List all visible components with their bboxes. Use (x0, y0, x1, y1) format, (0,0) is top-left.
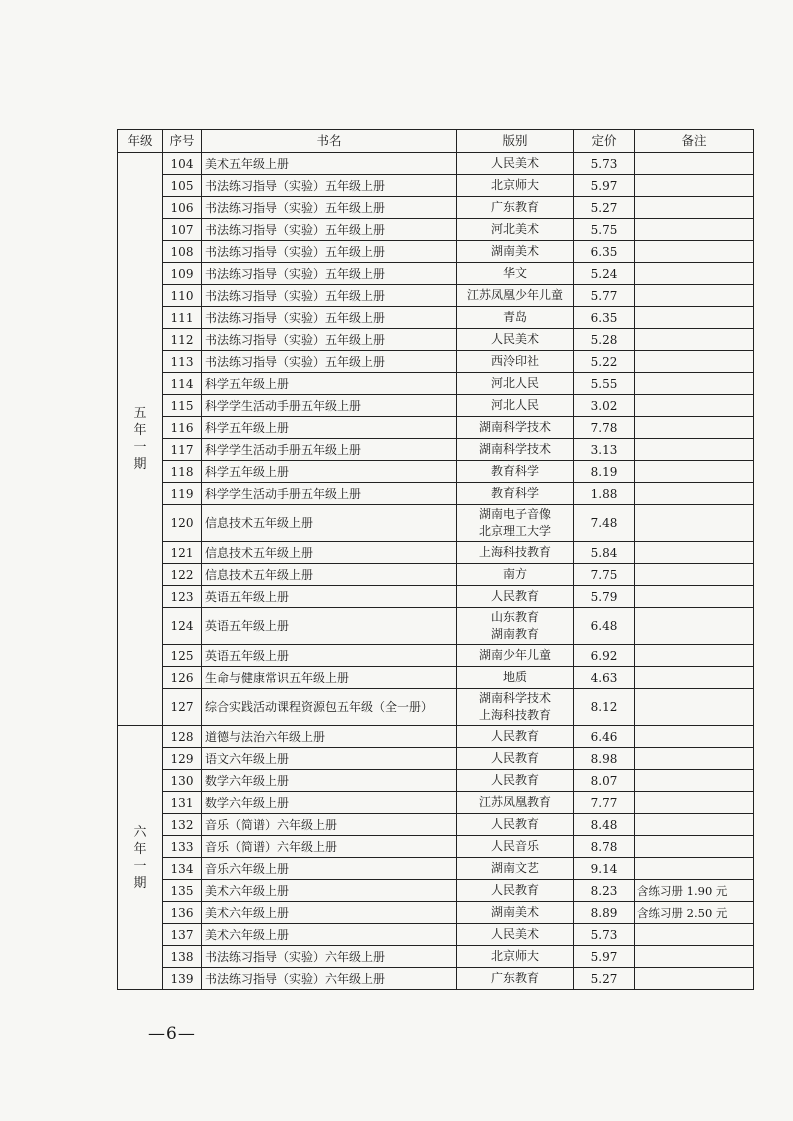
seq-cell: 114 (163, 373, 202, 395)
note-cell: 含练习册 1.90 元 (635, 880, 754, 902)
table-row (118, 814, 754, 836)
price-cell: 5.27 (574, 968, 635, 990)
publisher-line: 湖南电子音像 (478, 507, 551, 521)
title-cell: 美术六年级上册 (202, 880, 457, 902)
note-cell (635, 814, 754, 836)
note-cell (635, 792, 754, 814)
seq-cell: 126 (163, 667, 202, 689)
note-cell (635, 667, 754, 689)
price-cell: 7.77 (574, 792, 635, 814)
price-cell: 8.98 (574, 748, 635, 770)
grade-cell (118, 726, 163, 990)
seq-cell: 130 (163, 770, 202, 792)
title-cell: 书法练习指导（实验）六年级上册 (202, 946, 457, 968)
table-row (118, 351, 754, 373)
seq-cell: 117 (163, 439, 202, 461)
note-cell (635, 968, 754, 990)
price-cell: 8.07 (574, 770, 635, 792)
note-cell (635, 351, 754, 373)
title-cell: 书法练习指导（实验）五年级上册 (202, 197, 457, 219)
publisher-line: 湖南美术 (490, 244, 539, 258)
publisher-cell (457, 858, 574, 880)
note-cell (635, 153, 754, 175)
title-cell: 书法练习指导（实验）五年级上册 (202, 241, 457, 263)
publisher-cell (457, 667, 574, 689)
publisher-line: 南方 (502, 567, 527, 581)
note-cell (635, 373, 754, 395)
publisher-cell (457, 439, 574, 461)
seq-cell: 138 (163, 946, 202, 968)
seq-cell: 118 (163, 461, 202, 483)
table-row (118, 924, 754, 946)
seq-cell: 124 (163, 608, 202, 645)
header-seq: 序号 (163, 130, 202, 153)
publisher-line: 湖南教育 (490, 627, 539, 641)
publisher-line: 湖南科学技术 (478, 442, 551, 456)
table-row (118, 564, 754, 586)
price-cell: 1.88 (574, 483, 635, 505)
table-row (118, 902, 754, 924)
price-cell: 5.97 (574, 175, 635, 197)
publisher-line: 人民教育 (490, 729, 539, 743)
table-row (118, 968, 754, 990)
publisher-cell (457, 836, 574, 858)
publisher-line: 人民教育 (490, 773, 539, 787)
note-cell (635, 748, 754, 770)
note-cell (635, 241, 754, 263)
publisher-line: 河北人民 (490, 376, 539, 390)
publisher-line: 人民音乐 (490, 839, 539, 853)
table-row (118, 586, 754, 608)
table-header (118, 130, 754, 153)
note-cell (635, 329, 754, 351)
publisher-cell (457, 586, 574, 608)
publisher-cell (457, 748, 574, 770)
publisher-line: 广东教育 (490, 971, 539, 985)
publisher-line: 上海科技教育 (478, 708, 551, 722)
price-cell: 8.19 (574, 461, 635, 483)
price-cell: 4.63 (574, 667, 635, 689)
publisher-line: 湖南科学技术 (478, 420, 551, 434)
publisher-line: 人民美术 (490, 927, 539, 941)
note-cell (635, 395, 754, 417)
note-cell (635, 689, 754, 726)
table-row (118, 858, 754, 880)
publisher-cell (457, 197, 574, 219)
header-grade: 年级 (118, 130, 163, 153)
seq-cell: 122 (163, 564, 202, 586)
note-cell (635, 461, 754, 483)
note-cell (635, 924, 754, 946)
price-cell: 8.12 (574, 689, 635, 726)
table-row (118, 329, 754, 351)
seq-cell: 134 (163, 858, 202, 880)
publisher-cell (457, 483, 574, 505)
title-cell: 科学五年级上册 (202, 373, 457, 395)
publisher-cell (457, 263, 574, 285)
title-cell: 书法练习指导（实验）五年级上册 (202, 175, 457, 197)
title-cell: 书法练习指导（实验）六年级上册 (202, 968, 457, 990)
price-cell: 5.28 (574, 329, 635, 351)
price-cell: 7.75 (574, 564, 635, 586)
title-cell: 书法练习指导（实验）五年级上册 (202, 351, 457, 373)
title-cell: 英语五年级上册 (202, 608, 457, 645)
table-row (118, 748, 754, 770)
price-cell: 8.89 (574, 902, 635, 924)
price-cell: 5.97 (574, 946, 635, 968)
title-cell: 音乐六年级上册 (202, 858, 457, 880)
note-cell (635, 307, 754, 329)
title-cell: 信息技术五年级上册 (202, 564, 457, 586)
publisher-cell (457, 902, 574, 924)
seq-cell: 133 (163, 836, 202, 858)
grade-cell (118, 153, 163, 726)
note-cell (635, 608, 754, 645)
publisher-line: 华文 (502, 266, 527, 280)
publisher-line: 湖南美术 (490, 905, 539, 919)
title-cell: 英语五年级上册 (202, 586, 457, 608)
table-row (118, 285, 754, 307)
note-cell (635, 645, 754, 667)
note-cell (635, 197, 754, 219)
seq-cell: 107 (163, 219, 202, 241)
price-cell: 5.79 (574, 586, 635, 608)
table-row (118, 197, 754, 219)
grade-label: 五年一期 (133, 406, 147, 472)
table-row (118, 726, 754, 748)
publisher-line: 河北人民 (490, 398, 539, 412)
publisher-cell (457, 792, 574, 814)
note-cell (635, 586, 754, 608)
publisher-line: 湖南文艺 (490, 861, 539, 875)
table-row (118, 689, 754, 726)
table-row (118, 836, 754, 858)
publisher-line: 人民教育 (490, 751, 539, 765)
seq-cell: 132 (163, 814, 202, 836)
table-row (118, 153, 754, 175)
seq-cell: 111 (163, 307, 202, 329)
price-cell: 8.78 (574, 836, 635, 858)
publisher-cell (457, 351, 574, 373)
seq-cell: 139 (163, 968, 202, 990)
price-cell: 6.46 (574, 726, 635, 748)
publisher-cell (457, 153, 574, 175)
table-row (118, 373, 754, 395)
seq-cell: 110 (163, 285, 202, 307)
title-cell: 科学学生活动手册五年级上册 (202, 395, 457, 417)
publisher-line: 人民教育 (490, 817, 539, 831)
table-row (118, 667, 754, 689)
price-cell: 5.55 (574, 373, 635, 395)
textbook-price-table (117, 129, 754, 990)
note-cell (635, 505, 754, 542)
title-cell: 科学五年级上册 (202, 461, 457, 483)
publisher-cell (457, 880, 574, 902)
publisher-cell (457, 689, 574, 726)
publisher-cell (457, 307, 574, 329)
table-row (118, 542, 754, 564)
publisher-cell (457, 564, 574, 586)
title-cell: 书法练习指导（实验）五年级上册 (202, 285, 457, 307)
seq-cell: 127 (163, 689, 202, 726)
note-cell (635, 770, 754, 792)
table-body (118, 153, 754, 990)
publisher-cell (457, 329, 574, 351)
publisher-line: 北京师大 (490, 178, 539, 192)
title-cell: 美术六年级上册 (202, 924, 457, 946)
table-row (118, 645, 754, 667)
note-cell (635, 285, 754, 307)
table-row (118, 241, 754, 263)
title-cell: 书法练习指导（实验）五年级上册 (202, 329, 457, 351)
title-cell: 音乐（简谱）六年级上册 (202, 814, 457, 836)
publisher-cell (457, 968, 574, 990)
note-cell (635, 417, 754, 439)
price-cell: 8.48 (574, 814, 635, 836)
table-row (118, 439, 754, 461)
publisher-cell (457, 417, 574, 439)
publisher-line: 青岛 (502, 310, 527, 324)
header-publisher: 版别 (457, 130, 574, 153)
publisher-line: 山东教育 (490, 610, 539, 624)
title-cell: 数学六年级上册 (202, 792, 457, 814)
note-cell (635, 219, 754, 241)
publisher-cell (457, 770, 574, 792)
seq-cell: 125 (163, 645, 202, 667)
note-cell (635, 175, 754, 197)
price-cell: 8.23 (574, 880, 635, 902)
price-cell: 3.13 (574, 439, 635, 461)
publisher-cell (457, 726, 574, 748)
title-cell: 科学五年级上册 (202, 417, 457, 439)
publisher-line: 江苏凤凰少年儿童 (466, 288, 563, 302)
publisher-cell (457, 924, 574, 946)
publisher-line: 湖南少年儿童 (478, 648, 551, 662)
table-row (118, 395, 754, 417)
title-cell: 信息技术五年级上册 (202, 505, 457, 542)
seq-cell: 113 (163, 351, 202, 373)
publisher-cell (457, 608, 574, 645)
header-price: 定价 (574, 130, 635, 153)
title-cell: 综合实践活动课程资源包五年级（全一册） (202, 689, 457, 726)
publisher-line: 北京师大 (490, 949, 539, 963)
price-cell: 6.35 (574, 307, 635, 329)
note-cell (635, 542, 754, 564)
seq-cell: 137 (163, 924, 202, 946)
note-cell: 含练习册 2.50 元 (635, 902, 754, 924)
publisher-cell (457, 505, 574, 542)
price-cell: 9.14 (574, 858, 635, 880)
price-cell: 7.78 (574, 417, 635, 439)
table-row (118, 608, 754, 645)
seq-cell: 135 (163, 880, 202, 902)
price-cell: 5.27 (574, 197, 635, 219)
grade-label: 六年一期 (133, 824, 147, 891)
publisher-line: 湖南科学技术 (478, 691, 551, 705)
table-row (118, 461, 754, 483)
seq-cell: 115 (163, 395, 202, 417)
publisher-cell (457, 395, 574, 417)
title-cell: 音乐（简谱）六年级上册 (202, 836, 457, 858)
seq-cell: 119 (163, 483, 202, 505)
seq-cell: 128 (163, 726, 202, 748)
title-cell: 书法练习指导（实验）五年级上册 (202, 307, 457, 329)
seq-cell: 106 (163, 197, 202, 219)
seq-cell: 105 (163, 175, 202, 197)
publisher-cell (457, 219, 574, 241)
seq-cell: 120 (163, 505, 202, 542)
table-row (118, 792, 754, 814)
publisher-line: 人民美术 (490, 332, 539, 346)
table-row (118, 946, 754, 968)
price-cell: 5.73 (574, 153, 635, 175)
price-cell: 7.48 (574, 505, 635, 542)
price-cell: 3.02 (574, 395, 635, 417)
title-cell: 语文六年级上册 (202, 748, 457, 770)
price-cell: 6.35 (574, 241, 635, 263)
price-cell: 5.73 (574, 924, 635, 946)
table-row (118, 219, 754, 241)
publisher-line: 上海科技教育 (478, 545, 551, 559)
title-cell: 美术五年级上册 (202, 153, 457, 175)
page-number: —6— (148, 1024, 196, 1044)
publisher-line: 广东教育 (490, 200, 539, 214)
seq-cell: 121 (163, 542, 202, 564)
seq-cell: 108 (163, 241, 202, 263)
title-cell: 书法练习指导（实验）五年级上册 (202, 219, 457, 241)
price-cell: 5.84 (574, 542, 635, 564)
publisher-line: 江苏凤凰教育 (478, 795, 551, 809)
publisher-cell (457, 285, 574, 307)
publisher-line: 教育科学 (490, 486, 539, 500)
seq-cell: 112 (163, 329, 202, 351)
title-cell: 英语五年级上册 (202, 645, 457, 667)
publisher-cell (457, 814, 574, 836)
seq-cell: 109 (163, 263, 202, 285)
publisher-line: 教育科学 (490, 464, 539, 478)
seq-cell: 131 (163, 792, 202, 814)
title-cell: 美术六年级上册 (202, 902, 457, 924)
seq-cell: 104 (163, 153, 202, 175)
publisher-cell (457, 461, 574, 483)
header-note: 备注 (635, 130, 754, 153)
publisher-line: 人民教育 (490, 883, 539, 897)
title-cell: 科学学生活动手册五年级上册 (202, 483, 457, 505)
price-cell: 5.77 (574, 285, 635, 307)
publisher-line: 地质 (502, 670, 527, 684)
publisher-line: 人民教育 (490, 589, 539, 603)
price-cell: 6.48 (574, 608, 635, 645)
title-cell: 信息技术五年级上册 (202, 542, 457, 564)
title-cell: 数学六年级上册 (202, 770, 457, 792)
title-cell: 道德与法治六年级上册 (202, 726, 457, 748)
publisher-cell (457, 373, 574, 395)
note-cell (635, 483, 754, 505)
publisher-line: 北京理工大学 (478, 524, 551, 538)
table-row (118, 880, 754, 902)
header-title: 书名 (202, 130, 457, 153)
publisher-cell (457, 946, 574, 968)
table-row (118, 505, 754, 542)
table-row (118, 263, 754, 285)
note-cell (635, 858, 754, 880)
publisher-cell (457, 542, 574, 564)
price-cell: 5.22 (574, 351, 635, 373)
table-row (118, 483, 754, 505)
seq-cell: 123 (163, 586, 202, 608)
note-cell (635, 439, 754, 461)
seq-cell: 116 (163, 417, 202, 439)
publisher-cell (457, 645, 574, 667)
table-row (118, 770, 754, 792)
seq-cell: 136 (163, 902, 202, 924)
publisher-cell (457, 241, 574, 263)
note-cell (635, 946, 754, 968)
price-cell: 6.92 (574, 645, 635, 667)
note-cell (635, 726, 754, 748)
note-cell (635, 564, 754, 586)
title-cell: 生命与健康常识五年级上册 (202, 667, 457, 689)
title-cell: 科学学生活动手册五年级上册 (202, 439, 457, 461)
price-cell: 5.24 (574, 263, 635, 285)
note-cell (635, 836, 754, 858)
table-row (118, 175, 754, 197)
seq-cell: 129 (163, 748, 202, 770)
note-cell (635, 263, 754, 285)
publisher-line: 河北美术 (490, 222, 539, 236)
price-cell: 5.75 (574, 219, 635, 241)
table-row (118, 417, 754, 439)
publisher-line: 人民美术 (490, 156, 539, 170)
publisher-cell (457, 175, 574, 197)
title-cell: 书法练习指导（实验）五年级上册 (202, 263, 457, 285)
table-row (118, 307, 754, 329)
publisher-line: 西泠印社 (490, 354, 539, 368)
